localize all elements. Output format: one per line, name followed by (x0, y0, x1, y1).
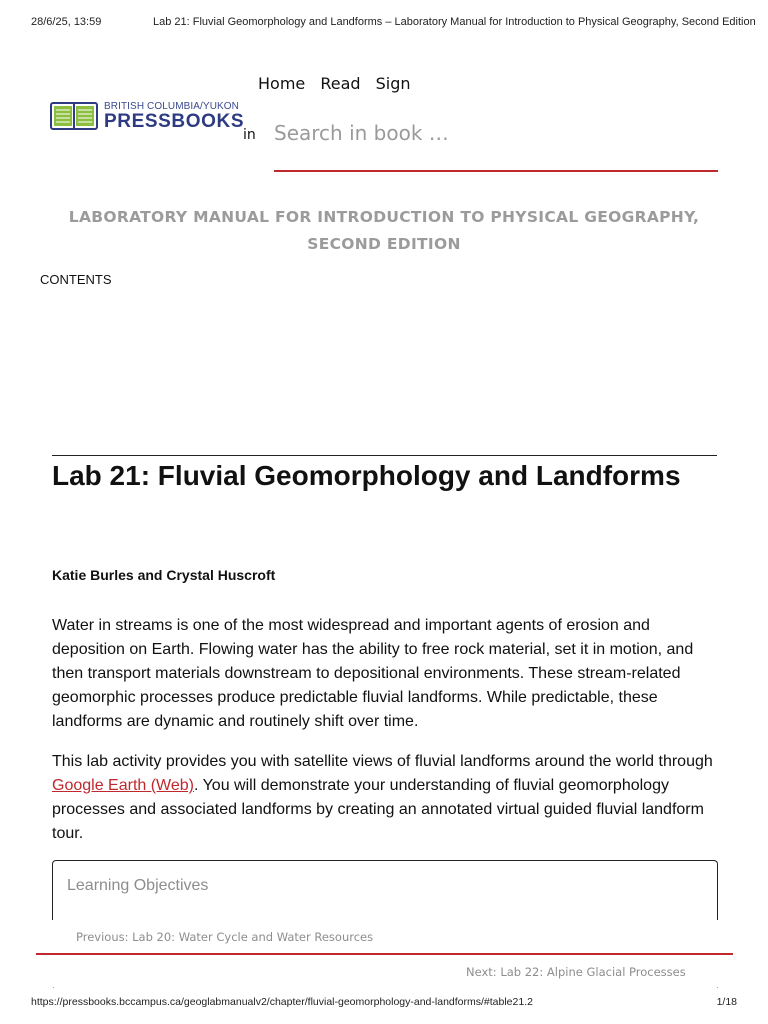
footer-mark-right: · (716, 983, 719, 992)
print-footer (31, 996, 737, 1010)
google-earth-link[interactable]: Google Earth (Web) (52, 777, 194, 794)
logo-main-text: PRESSBOOKS (104, 111, 245, 132)
activity-paragraph (52, 750, 720, 846)
nav-home-link[interactable]: Home (258, 74, 306, 93)
print-header (31, 16, 756, 30)
book-title[interactable]: LABORATORY MANUAL FOR INTRODUCTION TO PHYSICAL GEOGRAPHY, SECOND EDITION (68, 208, 700, 253)
chapter-title: Lab 21: Fluvial Geomorphology and Landforms (52, 460, 681, 491)
contents-toggle[interactable]: CONTENTS (40, 272, 112, 287)
top-nav (258, 74, 421, 93)
logo-top-text: BRITISH COLUMBIA/YUKON (104, 101, 239, 112)
learning-objectives-title: Learning Objectives (67, 877, 209, 894)
print-url: https://pressbooks.bccampus.ca/geoglabmanualv2/chapter/fluvial-geomorphology-and-landforms/#table21.2 (31, 996, 533, 1008)
sign-in-suffix[interactable]: in (243, 127, 256, 143)
activity-text-start: This lab activity provides you with satellite views of fluvial landforms around the world through (52, 753, 713, 770)
intro-paragraph: Water in streams is one of the most widespread and important agents of erosion and deposition on Earth. Flowing water has the ability to free rock material, set it in motion, and then transport materials downstream to depositional environments. These stream-related geomorphic processes produce predictable fluvial landforms. While predictable, these landforms are dynamic and routinely shift over time. (52, 617, 694, 730)
previous-chapter-link[interactable]: Previous: Lab 20: Water Cycle and Water Resources (76, 930, 374, 944)
search-underline (274, 170, 718, 172)
nav-sign-in-link[interactable]: Sign (375, 74, 411, 93)
print-page-number: 1/18 (716, 996, 737, 1008)
nav-divider (36, 953, 733, 955)
nav-read-link[interactable]: Read (320, 74, 361, 93)
next-chapter-link[interactable]: Next: Lab 22: Alpine Glacial Processes (466, 965, 686, 979)
chapter-authors: Katie Burles and Crystal Huscroft (52, 567, 276, 583)
activity-text-end: . You will demonstrate your understanding of fluvial geomorphology processes and associated landforms by creating an annotated virtual guided fluvial landform tour. (52, 777, 704, 842)
footer-mark-left: · (52, 983, 55, 992)
print-page-title: Lab 21: Fluvial Geomorphology and Landforms – Laboratory Manual for Introduction to Physical Geography, Second Edition (153, 16, 756, 28)
open-book-icon (50, 101, 98, 131)
print-datetime: 28/6/25, 13:59 (31, 16, 102, 28)
search-input[interactable] (274, 112, 714, 154)
search-box (274, 112, 718, 172)
pressbooks-logo[interactable] (50, 99, 250, 135)
